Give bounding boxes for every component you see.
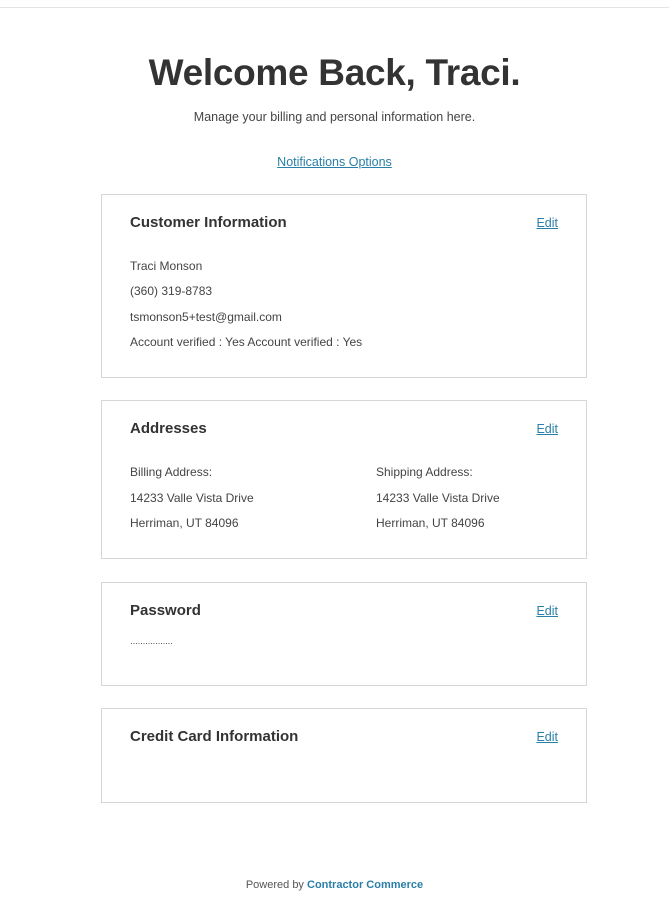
notifications-options-link[interactable]: Notifications Options (277, 155, 392, 169)
shipping-address-line1: 14233 Valle Vista Drive (376, 491, 500, 505)
credit-card-edit-link[interactable]: Edit (536, 730, 558, 744)
shipping-address-label: Shipping Address: (376, 465, 473, 479)
page-subtitle: Manage your billing and personal information here. (193, 110, 476, 124)
customer-information-title: Customer Information (130, 214, 287, 231)
billing-address-line2: Herriman, UT 84096 (130, 516, 239, 530)
addresses-edit-link[interactable]: Edit (536, 422, 558, 436)
customer-phone: (360) 319-8783 (130, 284, 213, 298)
credit-card-information-title: Credit Card Information (130, 728, 299, 745)
page-title: Welcome Back, Traci. (148, 52, 521, 93)
notifications-options-container (0, 153, 669, 171)
account-verified-status: Account verified : Yes Account verified : Yes (130, 335, 363, 349)
customer-information-edit-link[interactable]: Edit (536, 216, 558, 230)
password-title: Password (130, 602, 201, 619)
customer-information-card (101, 194, 587, 378)
credit-card-information-card (101, 708, 587, 803)
password-masked-value: ················· (130, 638, 173, 648)
customer-email: tsmonson5+test@gmail.com (130, 310, 282, 324)
footer-brand-link[interactable]: Contractor Commerce (307, 879, 424, 891)
top-divider (0, 7, 669, 8)
footer (0, 877, 669, 893)
password-edit-link[interactable]: Edit (536, 604, 558, 618)
password-card (101, 582, 587, 686)
billing-address-label: Billing Address: (130, 465, 213, 479)
customer-name: Traci Monson (130, 259, 203, 273)
addresses-title: Addresses (130, 420, 207, 437)
footer-powered-by: Powered by (245, 879, 304, 891)
addresses-card (101, 400, 587, 559)
shipping-address-line2: Herriman, UT 84096 (376, 516, 485, 530)
billing-address-line1: 14233 Valle Vista Drive (130, 491, 254, 505)
